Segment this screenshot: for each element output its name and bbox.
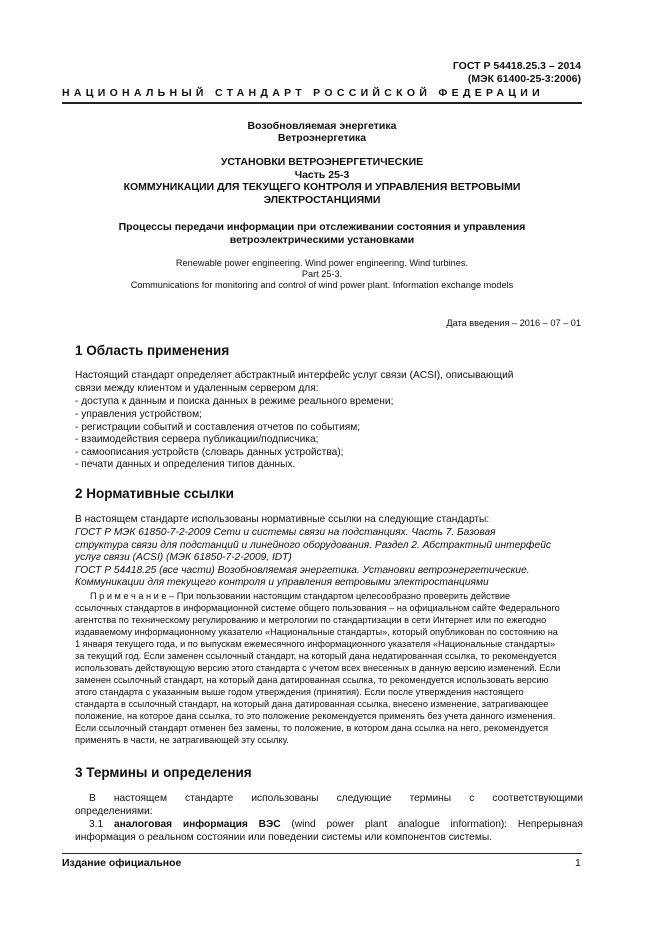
section-1-item-2: - управления устройством; [75,409,202,420]
title-line-3: ЭЛЕКТРОСТАНЦИЯМИ [263,194,381,206]
note-line-3: агентства по техническому регулированию и метрологии по стандартизации в сети Интернет или по ежегодно [75,615,547,625]
reference-2-line-2: Коммуникации для текущего контроля и управления ветровыми электростанциями [75,577,489,588]
reference-1-line-1: ГОСТ Р МЭК 61850-7-2-2009 Сети и системы связи на подстанциях. Часть 7. Базовая [75,527,496,538]
section-3-intro-1: В настоящем стандарте использованы следующие термины с соответствующими [89,793,583,804]
national-standard-banner: НАЦИОНАЛЬНЫЙ СТАНДАРТ РОССИЙСКОЙ ФЕДЕРАЦИИ [62,87,544,99]
note-line-5: 1 января текущего года, и по выпускам ежемесячного информационного указателя «Национальные стандарты» [75,639,556,649]
title-line-2: КОММУНИКАЦИИ ДЛЯ ТЕКУЩЕГО КОНТРОЛЯ И УПРАВЛЕНИЯ ВЕТРОВЫМИ [123,181,521,193]
reference-2-line-1: ГОСТ Р 54418.25 (все части) Возобновляемая энергетика. Установки ветроэнергетические. [75,565,530,576]
section-1-intro-1: Настоящий стандарт определяет абстрактный интерфейс услуг связи (ACSI), описывающий [75,370,514,381]
iec-code: (МЭК 61400-25-3:2006) [467,73,581,85]
introduction-date: Дата введения – 2016 – 07 – 01 [446,318,581,328]
english-title-3: Communications for monitoring and control of wind power plant. Information exchange models [130,280,514,290]
section-1-item-1: - доступа к данным и поиска данных в режиме реального времени; [75,396,394,407]
subtitle-line-2: ветроэлектрическими установками [229,234,415,246]
note-line-4: издаваемому информационному указателю «Национальные стандарты», который опубликован по состоянию на [75,627,558,637]
note-line-12: Если ссылочный стандарт отменен без замены, то положение, в котором дана ссылка на него, рекомендуется [75,723,549,733]
section-2-intro: В настоящем стандарте использованы нормативные ссылки на следующие стандарты: [75,514,490,525]
section-1-intro-2: связи между клиентом и удаленным сервером для: [75,383,319,394]
section-1-item-4: - взаимодействия сервера публикации/подписчика; [75,434,319,445]
title-line-1: УСТАНОВКИ ВЕТРОЭНЕРГЕТИЧЕСКИЕ [220,156,424,168]
definition-3-1-line-1: 3.1 аналоговая информация ВЭС (wind power plant analogue information): Непрерывная [89,819,583,830]
page-number: 1 [575,857,581,869]
english-title-2: Part 25-3. [301,269,343,279]
category-1: Возобновляемая энергетика [247,120,397,132]
category-2: Ветроэнергетика [277,132,367,144]
note-line-11: положение, на которое дана ссылка, то это положение рекомендуется применять без учета данного изменения. [75,711,556,721]
section-2-heading: 2 Нормативные ссылки [75,486,234,501]
section-1-item-3: - регистрации событий и составления отчетов по событиям; [75,422,361,433]
subtitle-line-1: Процессы передачи информации при отслеживании состояния и управления [118,221,526,233]
note-line-2: ссылочных стандартов в информационной системе общего пользования – на официальном сайте Федерального [75,603,560,613]
english-title-1: Renewable power engineering. Wind power engineering. Wind turbines. [175,258,469,268]
title-part: Часть 25-3 [294,169,350,181]
standard-code: ГОСТ Р 54418.25.3 – 2014 [452,60,581,72]
header-rule [62,102,582,104]
note-line-10: стандарта в ссылочный стандарт, на который дана датированная ссылка, внесено изменение, затрагивающее [75,699,549,709]
section-3-intro-2: определениями: [75,806,153,817]
note-line-7: использовать действующую версию этого стандарта с учетом всех внесенных в данную версию изменений. Если [75,663,561,673]
edition-label: Издание официальное [62,857,182,869]
footer-rule [62,853,582,854]
section-1-item-6: - печати данных и определения типов данных. [75,459,296,470]
definition-number: 3.1 [89,819,104,830]
section-3-heading: 3 Термины и определения [75,765,252,780]
note-line-8: заменен ссылочный стандарт, на который дана датированная ссылка, то рекомендуется использовать версию [75,675,549,685]
note-line-9: этого стандарта с указанным выше годом утверждения (принятия). Если после утверждения настоящего [75,687,524,697]
reference-1-line-2: структура связи для подстанций и линейного оборудования. Раздел 2. Абстрактный интерфейс [75,540,551,551]
reference-1-line-3: услуг связи (ACSI) (МЭК 61850-7-2-2009, IDT) [75,552,292,563]
section-1-heading: 1 Область применения [75,343,230,358]
note-label: П р и м е ч а н и е – [90,591,175,601]
note-line-6: за текущий год. Если заменен ссылочный стандарт, на который дана недатированная ссылка, то рекомендуется [75,651,557,661]
note-line-1: П р и м е ч а н и е – При пользовании настоящим стандартом целесообразно проверить действие [75,590,583,602]
note-line-13: применять в части, не затрагивающей эту ссылку. [75,735,289,745]
section-1-item-5: - самоописания устройств (словарь данных устройства); [75,447,344,458]
definition-term: аналоговая информация ВЭС [113,819,281,830]
definition-3-1-line-2: информация о реальном состоянии или поведении системы или компонентов системы. [75,832,492,843]
